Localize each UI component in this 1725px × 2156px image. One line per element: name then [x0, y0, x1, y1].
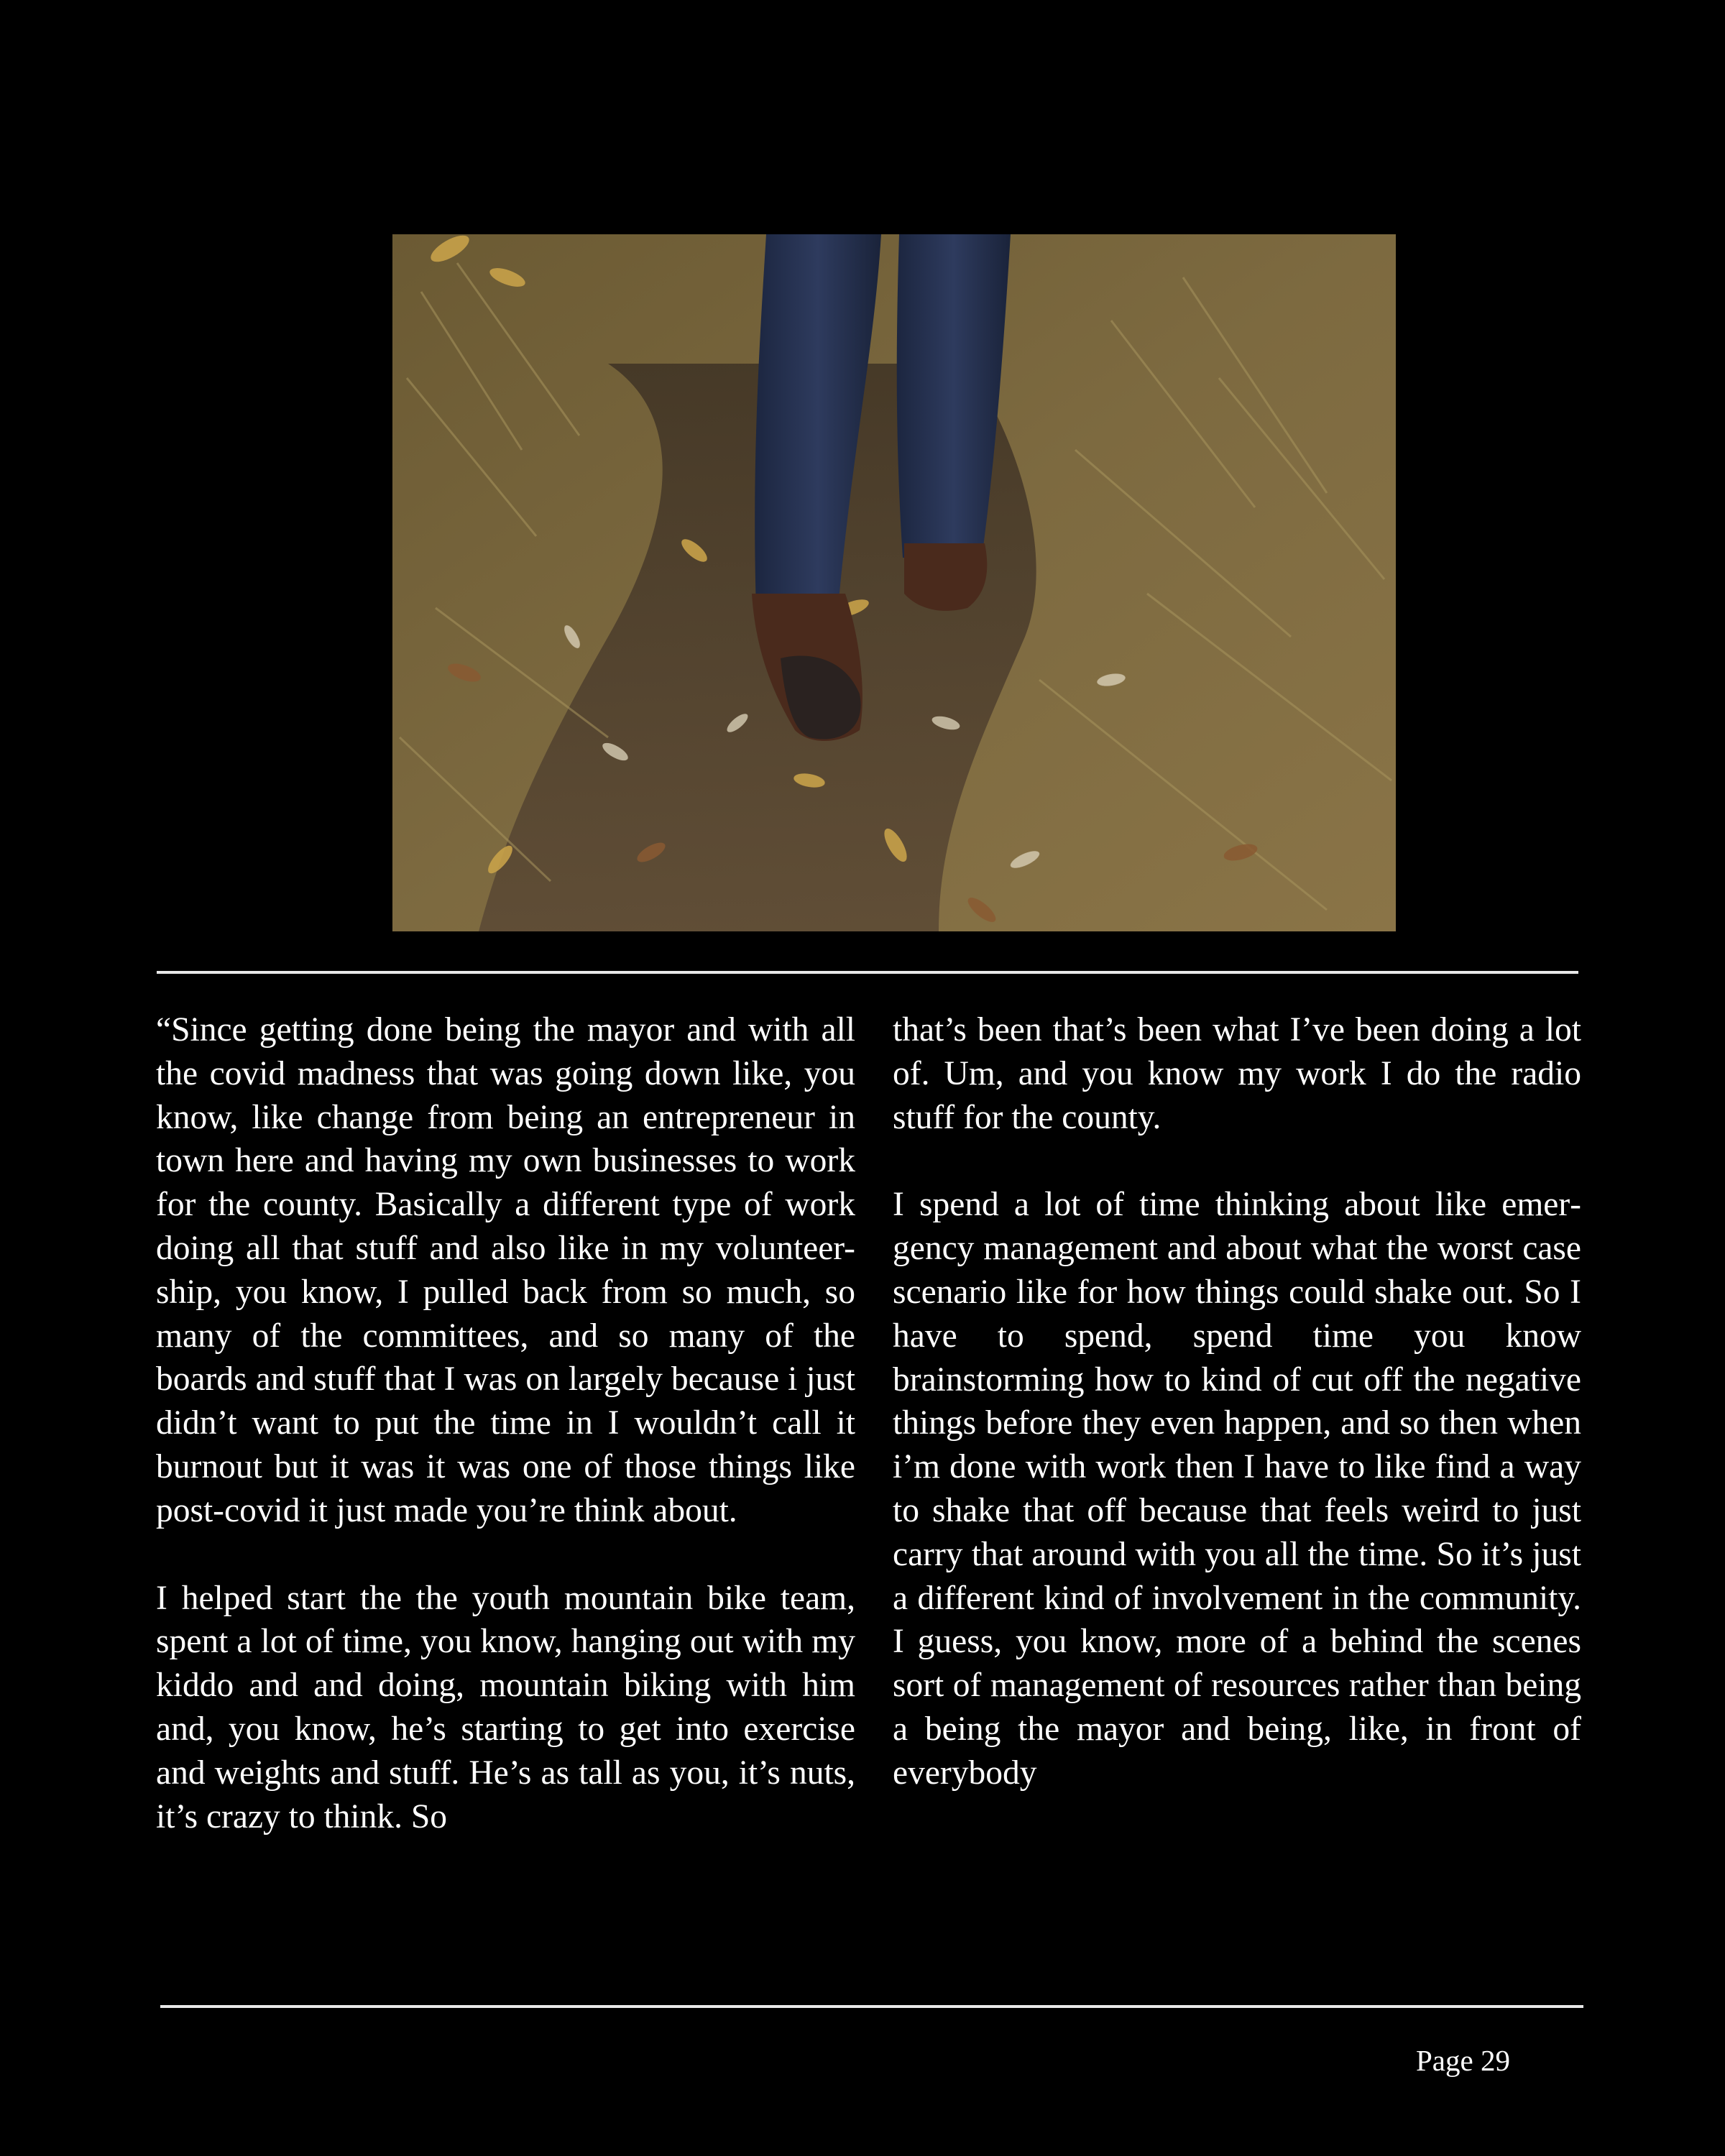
paragraph: I spend a lot of time thinking about like emergency management and about what the worst case scenario like for how things could shake out. So I have to spend, spend time you know brainstorming how to kind of cut off the negative things before they even happen, and so then when i’m done with work then I have to like find a way to shake that off because that feels weird to just carry that around with you all the time. So it’s just a different kind of involvement in the community. I guess, you know, more of a behind the scenes sort of management of resources rather than being a being the mayor and being, like, in front of everybody: [893, 1186, 1581, 1792]
bottom-divider: [160, 2005, 1583, 2008]
page-number: Page 29: [1416, 2044, 1510, 2077]
paragraph: that’s been that’s been what I’ve been doing a lot of. Um, and you know my work I do the radio stuff for the county.: [893, 1011, 1581, 1136]
paragraph: “Since getting done being the mayor and with all the covid madness that was going down like, you know, like change from being an entrepreneur in town here and having my own businesses to work for the county. Basically a different type of work doing all that stuff and also like in my volunteer-ship, you know, I pulled back from so much, so many of the committees, and so many of the boards and stuff that I was on largely because i just didn’t want to put the time in I wouldn’t call it burnout but it was it was one of those things like post-covid it just made you’re think about.: [156, 1011, 855, 1529]
paragraph: I helped start the the youth mountain bike team, spent a lot of time, you know, hanging out with my kiddo and and doing, mountain biking with him and, you know, he’s starting to get into exercise and weights and stuff. He’s as tall as you, it’s nuts, it’s crazy to think. So: [156, 1579, 855, 1835]
article-column-right: [893, 1008, 1581, 1839]
trail-photo: [392, 234, 1396, 931]
article-column-left: [156, 1008, 855, 1882]
photo-walking-on-trail-icon: [392, 234, 1396, 931]
top-divider: [157, 971, 1578, 974]
